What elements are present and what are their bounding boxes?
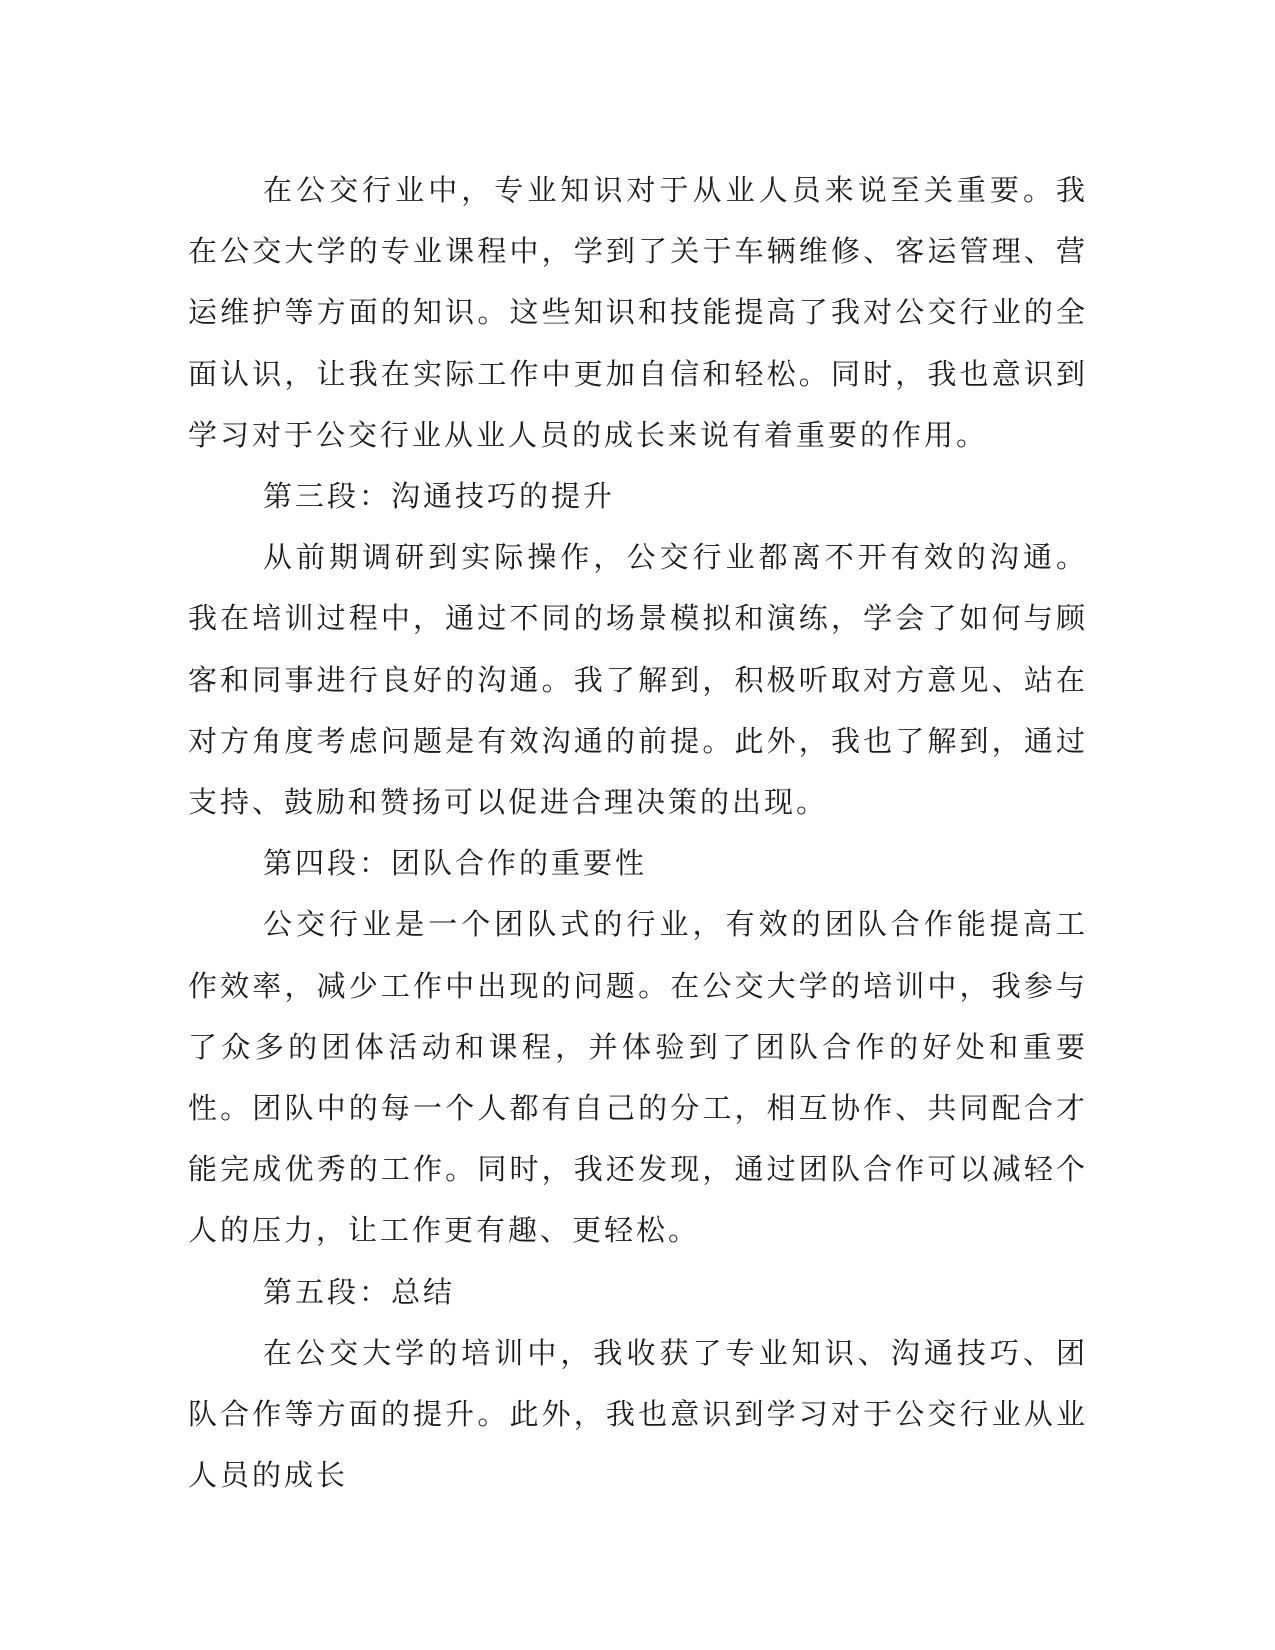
paragraph-teamwork: 公交行业是一个团队式的行业，有效的团队合作能提高工作效率，减少工作中出现的问题。在公交大学的培训中，我参与了众多的团体活动和课程，并体验到了团队合作的好处和重要性。团队中的每一个人都有自己的分工，相互协作、共同配合才能完成优秀的工作。同时，我还发现，通过团队合作可以减轻个人的压力，让工作更有趣、更轻松。: [188, 907, 1088, 1248]
section-heading-teamwork: 第四段：团队合作的重要性: [263, 846, 648, 881]
paragraph-professional-knowledge: 在公交行业中，专业知识对于从业人员来说至关重要。我在公交大学的专业课程中，学到了关于车辆维修、客运管理、营运维护等方面的知识。这些知识和技能提高了我对公交行业的全面认识，让我在实际工作中更加自信和轻松。同时，我也意识到学习对于公交行业从业人员的成长来说有着重要的作用。: [188, 173, 1088, 452]
paragraph-summary: 在公交大学的培训中，我收获了专业知识、沟通技巧、团队合作等方面的提升。此外，我也意识到学习对于公交行业从业人员的成长: [188, 1335, 1088, 1493]
section-heading-summary: 第五段：总结: [263, 1274, 456, 1309]
document-body: [188, 160, 1088, 1506]
paragraph-communication: 从前期调研到实际操作，公交行业都离不开有效的沟通。我在培训过程中，通过不同的场景模拟和演练，学会了如何与顾客和同事进行良好的沟通。我了解到，积极听取对方意见、站在对方角度考虑问题是有效沟通的前提。此外，我也了解到，通过支持、鼓励和赞扬可以促进合理决策的出现。: [188, 540, 1088, 820]
section-heading-communication: 第三段：沟通技巧的提升: [263, 479, 616, 514]
